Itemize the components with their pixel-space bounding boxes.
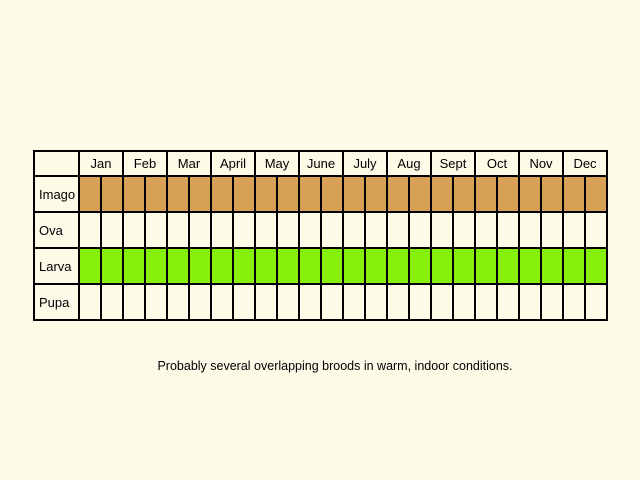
half-month-cell-ova <box>167 212 189 248</box>
half-month-cell-pupa <box>453 284 475 320</box>
half-month-cell-ova <box>343 212 365 248</box>
half-month-cell-larva <box>475 248 497 284</box>
half-month-cell-imago <box>123 176 145 212</box>
half-month-cell-larva <box>101 248 123 284</box>
half-month-cell-larva <box>365 248 387 284</box>
life-cycle-table <box>33 150 608 321</box>
half-month-cell-pupa <box>255 284 277 320</box>
half-month-cell-imago <box>79 176 101 212</box>
half-month-cell-ova <box>497 212 519 248</box>
half-month-cell-larva <box>255 248 277 284</box>
half-month-cell-larva <box>343 248 365 284</box>
half-month-cell-pupa <box>563 284 585 320</box>
half-month-cell-pupa <box>409 284 431 320</box>
half-month-cell-imago <box>189 176 211 212</box>
half-month-cell-imago <box>387 176 409 212</box>
half-month-cell-pupa <box>365 284 387 320</box>
half-month-cell-ova <box>101 212 123 248</box>
half-month-cell-ova <box>189 212 211 248</box>
half-month-cell-pupa <box>519 284 541 320</box>
month-header: July <box>343 151 387 176</box>
month-header: April <box>211 151 255 176</box>
half-month-cell-ova <box>475 212 497 248</box>
month-header: Dec <box>563 151 607 176</box>
month-header: Sept <box>431 151 475 176</box>
half-month-cell-pupa <box>277 284 299 320</box>
half-month-cell-larva <box>145 248 167 284</box>
caption-text: Probably several overlapping broods in warm, indoor conditions. <box>157 359 513 373</box>
half-month-cell-imago <box>409 176 431 212</box>
month-header: Aug <box>387 151 431 176</box>
half-month-cell-imago <box>211 176 233 212</box>
half-month-cell-pupa <box>79 284 101 320</box>
half-month-cell-larva <box>563 248 585 284</box>
half-month-cell-ova <box>387 212 409 248</box>
half-month-cell-imago <box>255 176 277 212</box>
month-header: Feb <box>123 151 167 176</box>
half-month-cell-pupa <box>123 284 145 320</box>
half-month-cell-ova <box>585 212 607 248</box>
half-month-cell-ova <box>563 212 585 248</box>
stage-row-imago <box>34 176 607 212</box>
stage-label-larva: Larva <box>34 248 79 284</box>
half-month-cell-imago <box>475 176 497 212</box>
half-month-cell-larva <box>541 248 563 284</box>
half-month-cell-ova <box>123 212 145 248</box>
half-month-cell-larva <box>321 248 343 284</box>
half-month-cell-pupa <box>101 284 123 320</box>
half-month-cell-pupa <box>585 284 607 320</box>
half-month-cell-larva <box>409 248 431 284</box>
half-month-cell-imago <box>277 176 299 212</box>
half-month-cell-larva <box>431 248 453 284</box>
half-month-cell-imago <box>431 176 453 212</box>
stage-row-ova <box>34 212 607 248</box>
half-month-cell-ova <box>519 212 541 248</box>
half-month-cell-ova <box>145 212 167 248</box>
half-month-cell-imago <box>563 176 585 212</box>
half-month-cell-imago <box>585 176 607 212</box>
half-month-cell-ova <box>453 212 475 248</box>
half-month-cell-ova <box>409 212 431 248</box>
half-month-cell-ova <box>277 212 299 248</box>
half-month-cell-pupa <box>343 284 365 320</box>
month-header: June <box>299 151 343 176</box>
half-month-cell-imago <box>145 176 167 212</box>
half-month-cell-ova <box>79 212 101 248</box>
half-month-cell-imago <box>101 176 123 212</box>
half-month-cell-larva <box>233 248 255 284</box>
corner-cell <box>34 151 79 176</box>
half-month-cell-larva <box>519 248 541 284</box>
half-month-cell-imago <box>343 176 365 212</box>
half-month-cell-pupa <box>475 284 497 320</box>
half-month-cell-ova <box>431 212 453 248</box>
month-header: Jan <box>79 151 123 176</box>
half-month-cell-larva <box>79 248 101 284</box>
half-month-cell-imago <box>321 176 343 212</box>
half-month-cell-imago <box>497 176 519 212</box>
half-month-cell-larva <box>497 248 519 284</box>
half-month-cell-imago <box>519 176 541 212</box>
half-month-cell-larva <box>453 248 475 284</box>
half-month-cell-imago <box>299 176 321 212</box>
half-month-cell-pupa <box>497 284 519 320</box>
half-month-cell-larva <box>167 248 189 284</box>
stage-row-larva <box>34 248 607 284</box>
half-month-cell-larva <box>211 248 233 284</box>
half-month-cell-imago <box>453 176 475 212</box>
half-month-cell-ova <box>299 212 321 248</box>
half-month-cell-larva <box>585 248 607 284</box>
half-month-cell-pupa <box>233 284 255 320</box>
half-month-cell-larva <box>387 248 409 284</box>
half-month-cell-larva <box>189 248 211 284</box>
half-month-cell-pupa <box>189 284 211 320</box>
month-header: Mar <box>167 151 211 176</box>
month-header: Oct <box>475 151 519 176</box>
half-month-cell-ova <box>365 212 387 248</box>
half-month-cell-pupa <box>299 284 321 320</box>
life-cycle-table-body <box>34 151 607 320</box>
half-month-cell-ova <box>211 212 233 248</box>
half-month-cell-ova <box>321 212 343 248</box>
stage-label-pupa: Pupa <box>34 284 79 320</box>
half-month-cell-imago <box>167 176 189 212</box>
half-month-cell-pupa <box>541 284 563 320</box>
half-month-cell-pupa <box>211 284 233 320</box>
month-header: Nov <box>519 151 563 176</box>
month-header: May <box>255 151 299 176</box>
half-month-cell-imago <box>541 176 563 212</box>
half-month-cell-ova <box>255 212 277 248</box>
half-month-cell-pupa <box>387 284 409 320</box>
half-month-cell-pupa <box>167 284 189 320</box>
half-month-cell-ova <box>233 212 255 248</box>
half-month-cell-imago <box>365 176 387 212</box>
stage-row-pupa <box>34 284 607 320</box>
stage-label-ova: Ova <box>34 212 79 248</box>
half-month-cell-larva <box>123 248 145 284</box>
half-month-cell-larva <box>299 248 321 284</box>
half-month-cell-pupa <box>321 284 343 320</box>
stage-label-imago: Imago <box>34 176 79 212</box>
half-month-cell-imago <box>233 176 255 212</box>
half-month-cell-pupa <box>431 284 453 320</box>
half-month-cell-pupa <box>145 284 167 320</box>
half-month-cell-ova <box>541 212 563 248</box>
half-month-cell-larva <box>277 248 299 284</box>
month-header-row <box>34 151 607 176</box>
